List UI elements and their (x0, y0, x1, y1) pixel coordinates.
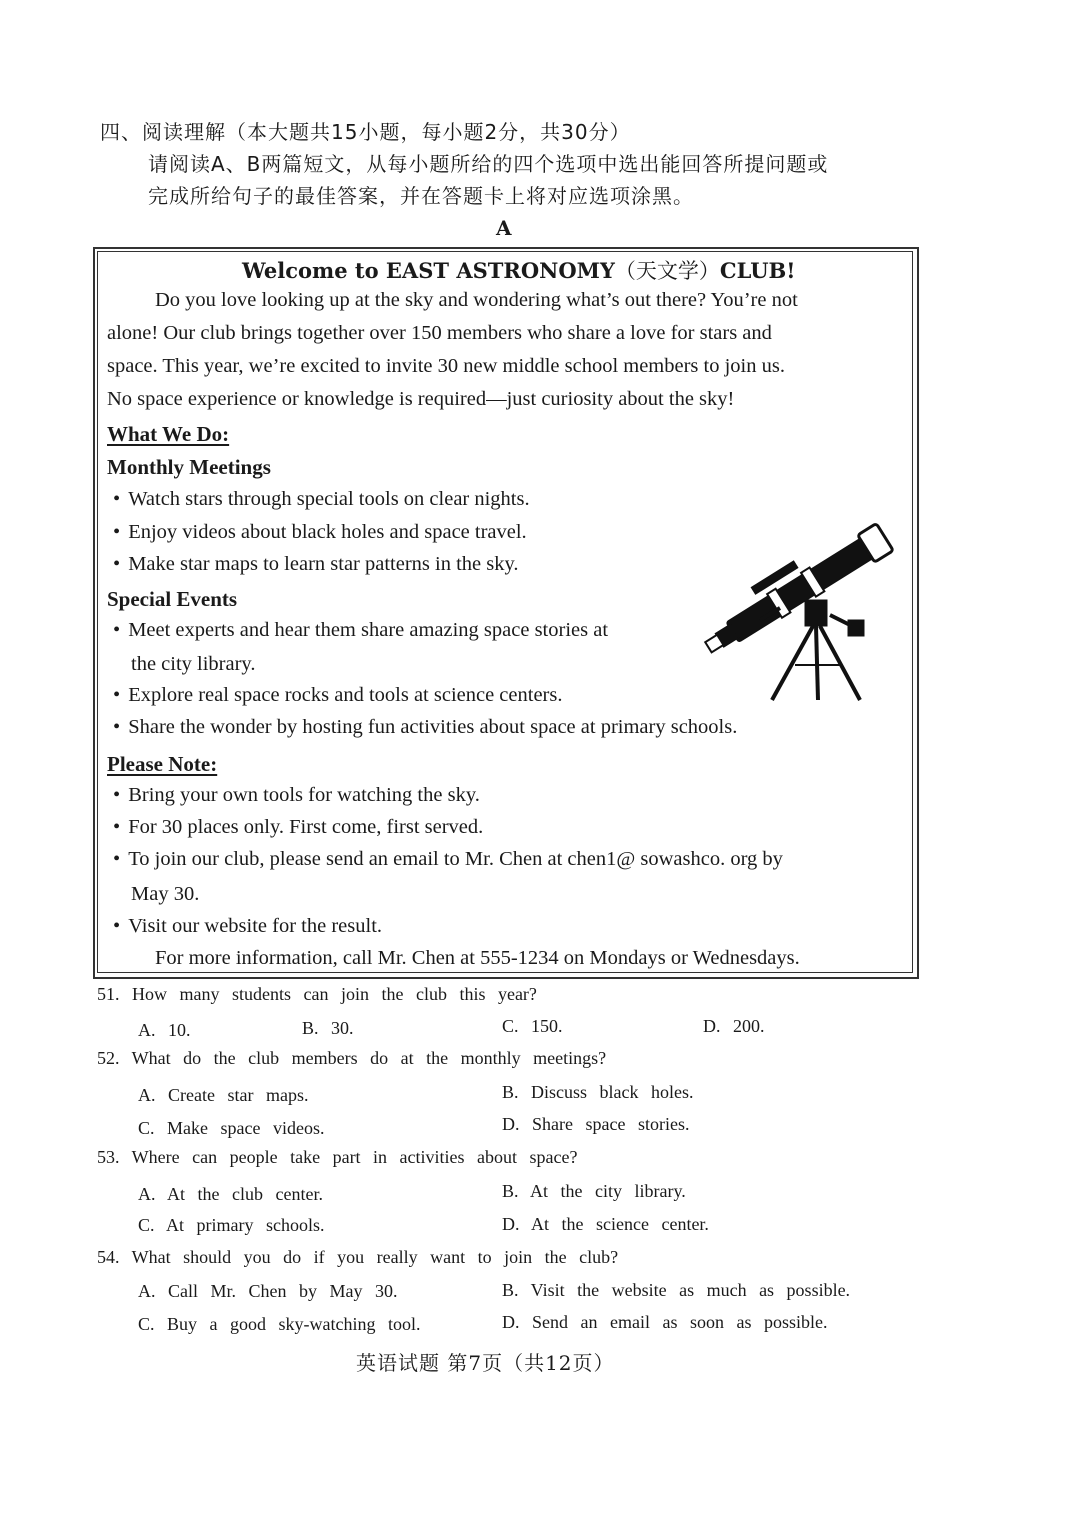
ad-title-chinese: （天文学） (614, 259, 720, 283)
passage-letter: A (496, 216, 512, 240)
question-53-option-b: B. At the city library. (502, 1181, 686, 1201)
note-item: • Bring your own tools for watching the sky. (113, 784, 480, 807)
question-51-stem: 51. How many students can join the club this year? (97, 984, 537, 1004)
instruction-line-1: 请阅读A、B两篇短文，从每小题所给的四个选项中选出能回答所提问题或 (148, 152, 829, 176)
ad-title-part-2: CLUB! (719, 258, 796, 283)
question-51-option-a: A. 10. (138, 1020, 191, 1040)
special-item: • Share the wonder by hosting fun activities about space at primary schools. (113, 716, 737, 739)
please-note-heading: Please Note: (107, 752, 218, 776)
question-52-option-c: C. Make space videos. (138, 1118, 325, 1138)
intro-line: alone! Our club brings together over 150 members who share a love for stars and (107, 322, 772, 344)
question-54-option-d: D. Send an email as soon as possible. (502, 1312, 828, 1332)
note-item: • Visit our website for the result. (113, 915, 382, 938)
intro-line: space. This year, we’re excited to invite 30 new middle school members to join us. (107, 355, 785, 377)
telescope-illustration (700, 500, 900, 705)
note-item: • To join our club, please send an email to Mr. Chen at chen1@ sowashco. org by (113, 848, 783, 871)
question-53-option-d: D. At the science center. (502, 1214, 709, 1234)
question-54-stem: 54. What should you do if you really want to join the club? (97, 1247, 619, 1267)
note-item: • For 30 places only. First come, first served. (113, 816, 483, 839)
question-53-option-a: A. At the club center. (138, 1184, 323, 1204)
monthly-item: • Make star maps to learn star patterns in the sky. (113, 553, 519, 576)
question-54-option-c: C. Buy a good sky-watching tool. (138, 1314, 421, 1334)
question-52-stem: 52. What do the club members do at the monthly meetings? (97, 1048, 607, 1068)
monthly-item: • Enjoy videos about black holes and space travel. (113, 521, 527, 544)
page-footer: 英语试题 第7页（共12页） (356, 1351, 615, 1375)
ad-title-part-1: Welcome to EAST ASTRONOMY (242, 258, 615, 283)
special-item-continued: the city library. (131, 653, 256, 675)
intro-line: Do you love looking up at the sky and wondering what’s out there? You’re not (155, 289, 798, 311)
section-title: 四、阅读理解（本大题共15小题，每小题2分，共30分） (100, 120, 631, 144)
monthly-item: • Watch stars through special tools on clear nights. (113, 488, 530, 511)
special-item: • Meet experts and hear them share amazing space stories at (113, 619, 608, 642)
ad-title (242, 255, 796, 285)
question-53-stem: 53. Where can people take part in activities about space? (97, 1147, 578, 1167)
question-51-option-d: D. 200. (703, 1016, 765, 1036)
monthly-meetings-heading: Monthly Meetings (107, 455, 271, 479)
question-52-option-d: D. Share space stories. (502, 1114, 690, 1134)
note-item-continued: May 30. (131, 883, 200, 905)
question-54-option-b: B. Visit the website as much as possible. (502, 1280, 851, 1300)
special-item: • Explore real space rocks and tools at science centers. (113, 684, 562, 707)
special-events-heading: Special Events (107, 587, 238, 611)
question-53-option-c: C. At primary schools. (138, 1215, 325, 1235)
intro-line: No space experience or knowledge is required—just curiosity about the sky! (107, 388, 735, 410)
question-51-option-c: C. 150. (502, 1016, 563, 1036)
question-52-option-b: B. Discuss black holes. (502, 1082, 694, 1102)
more-info-line: For more information, call Mr. Chen at 555-1234 on Mondays or Wednesdays. (155, 947, 800, 969)
question-51-option-b: B. 30. (302, 1018, 354, 1038)
instruction-line-2: 完成所给句子的最佳答案，并在答题卡上将对应选项涂黑。 (148, 184, 694, 208)
what-we-do-heading: What We Do: (107, 422, 230, 446)
question-54-option-a: A. Call Mr. Chen by May 30. (138, 1281, 398, 1301)
question-52-option-a: A. Create star maps. (138, 1085, 309, 1105)
